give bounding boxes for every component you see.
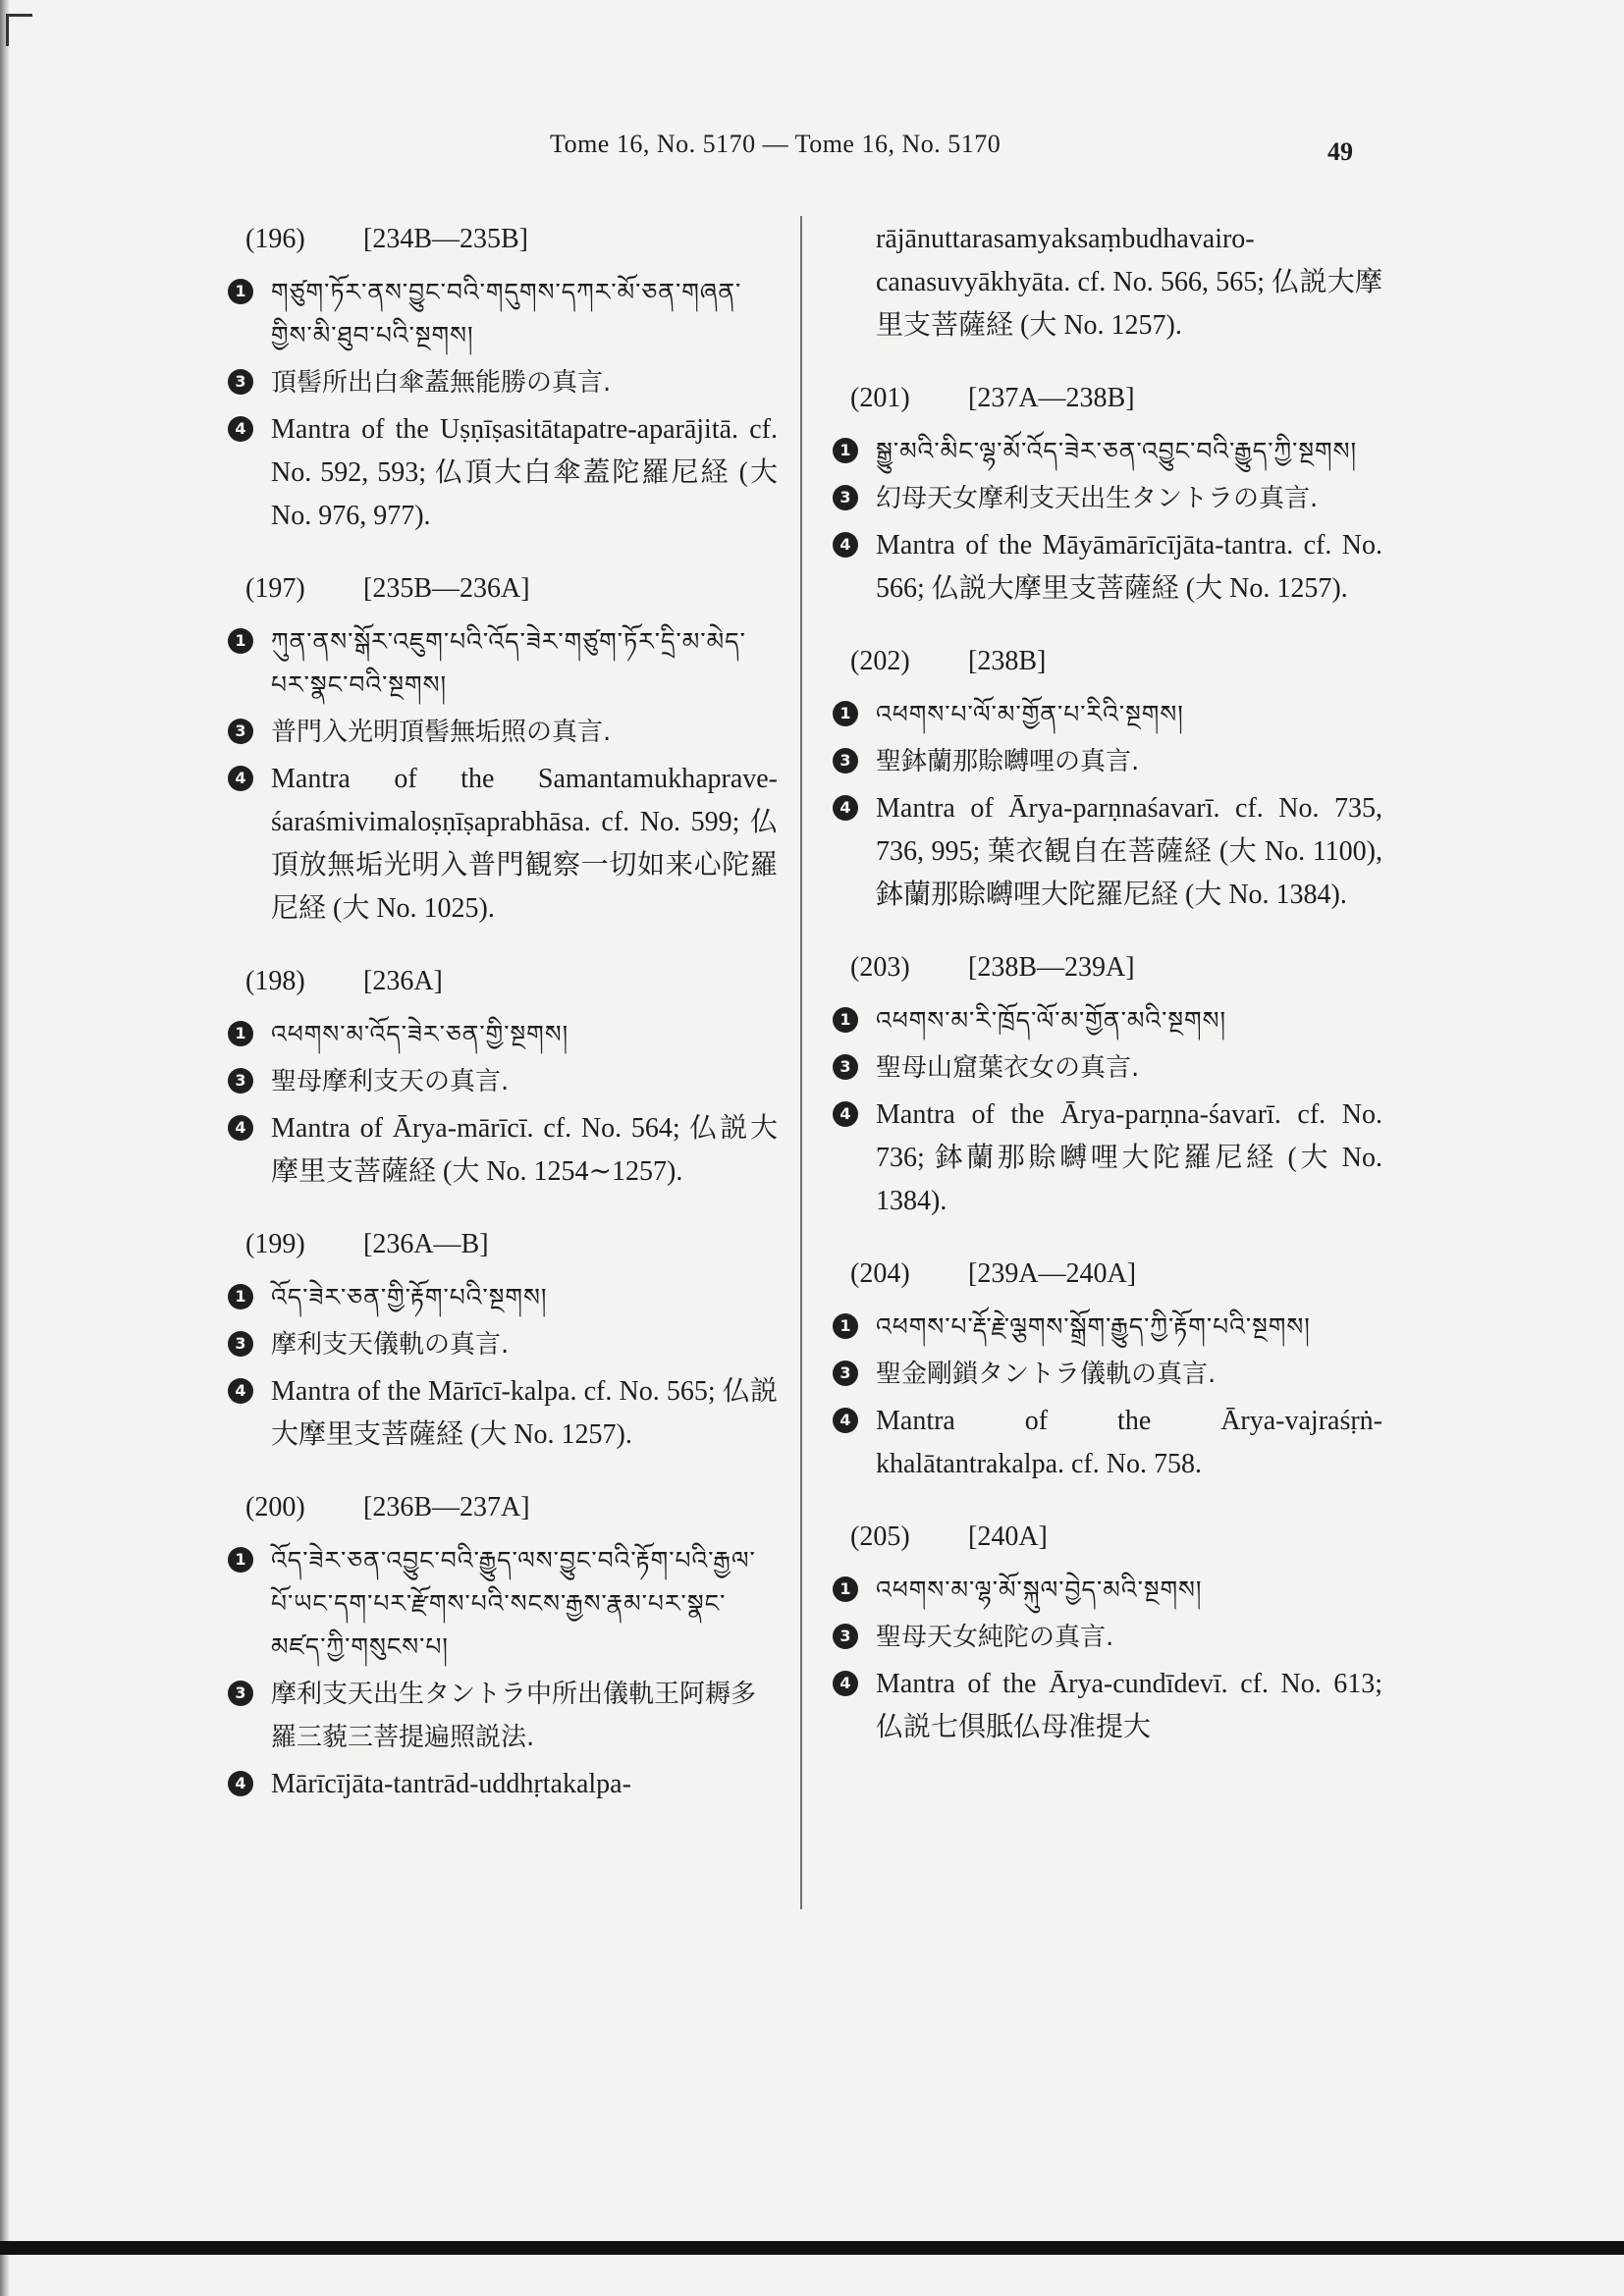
entry-number: (199) (245, 1229, 305, 1259)
tibetan-title: འཕགས་མ་འོད་ཟེར་ཅན་གྱི་སྔགས། (271, 1020, 569, 1048)
entry-heading (245, 218, 778, 261)
english-title: Mantra of the Māyāmārīcījāta-tantra. cf. No. 566; 仏説大摩里支菩薩経 (大 No. 1257). (876, 530, 1382, 604)
entry-heading (245, 1223, 778, 1266)
entry-ref: [234B—235B] (363, 224, 528, 254)
entry-196 (228, 218, 778, 538)
tibetan-marker: 1 (228, 279, 253, 304)
entry-203 (833, 946, 1382, 1223)
tibetan-title: འཕགས་པ་རྡོ་རྗེ་ལྕགས་སྒྲོག་རྒྱུད་ཀྱི་རྟོག་པའི་སྔགས། (876, 1312, 1311, 1341)
japanese-title: 聖金剛鎖タントラ儀軌の真言. (876, 1360, 1217, 1389)
left-column (228, 218, 778, 1836)
japanese-title: 摩利支天儀軌の真言. (271, 1330, 510, 1360)
page-number: 49 (1327, 137, 1353, 166)
entry-number: (202) (850, 646, 910, 676)
entry-heading (850, 377, 1382, 420)
entry-heading (850, 946, 1382, 989)
tibetan-marker: 1 (228, 1021, 253, 1046)
entry-number: (205) (850, 1522, 910, 1552)
japanese-title: 普門入光明頂髻無垢照の真言. (271, 718, 612, 747)
tibetan-marker: 1 (833, 1576, 858, 1602)
tibetan-marker: 1 (833, 438, 858, 463)
tibetan-marker: 1 (228, 1547, 253, 1573)
tibetan-title: གཙུག་ཏོར་ནས་བྱུང་བའི་གདུགས་དཀར་མོ་ཅན་གཞན་གྱིས་མི་ཐུབ་པའི་སྔགས། (271, 278, 742, 349)
japanese-marker: 3 (228, 1068, 253, 1094)
tibetan-marker: 1 (228, 1284, 253, 1309)
tibetan-title: སྒྱུ་མའི་མིང་ལྷ་མོ་འོད་ཟེར་ཅན་འབྱུང་བའི་རྒྱུད་ཀྱི་སྔགས། (876, 437, 1358, 465)
entry-heading (245, 1486, 778, 1529)
english-title: Mantra of the Ārya-vajraśṛṅ-khalātantrakalpa. cf. No. 758. (876, 1406, 1382, 1479)
entry-number: (197) (245, 573, 305, 604)
english-marker: 4 (833, 795, 858, 821)
entry-ref: [238B] (968, 646, 1047, 676)
tibetan-title: འོད་ཟེར་ཅན་འབྱུང་བའི་རྒྱུད་ལས་བྱུང་བའི་རྟོག་པའི་རྒྱལ་པོ་ཡང་དག་པར་རྫོགས་པའི་སངས་རྒྱས་རྣམ་པར་སྣང་མཛད་ཀྱི་གསུངས་པ། (271, 1546, 756, 1661)
english-marker: 4 (833, 1101, 858, 1127)
japanese-title: 摩利支天出生タントラ中所出儀軌王阿耨多羅三藐三菩提遍照説法. (271, 1680, 757, 1752)
entry-ref: [238B—239A] (968, 952, 1135, 983)
japanese-title: 聖鉢蘭那賒嚩哩の真言. (876, 747, 1140, 776)
entry-ref: [236A] (363, 966, 443, 996)
entry-ref: [240A] (968, 1522, 1048, 1552)
entry-202 (833, 640, 1382, 917)
entry-number: (200) (245, 1492, 305, 1522)
entry-205 (833, 1516, 1382, 1749)
english-title: Mārīcījāta-tantrād-uddhṛtakalpa- (271, 1769, 631, 1799)
english-marker: 4 (228, 766, 253, 791)
english-marker: 4 (228, 1378, 253, 1404)
tibetan-marker: 1 (833, 1313, 858, 1339)
english-title: Mantra of Ārya-parṇnaśavarī. cf. No. 735, 736, 995; 葉衣観自在菩薩経 (大 No. 1100), 鉢蘭那賒嚩哩大陀羅尼経 (大 No. 1384). (876, 793, 1382, 910)
entry-200-continuation: rājānuttarasamyaksaṃbudhavairo-canasuvyākhyāta. cf. No. 566, 565; 仏説大摩里支菩薩経 (大 No. 1257). (876, 224, 1382, 341)
japanese-marker: 3 (228, 1681, 253, 1706)
entry-number: (204) (850, 1258, 910, 1289)
entry-ref: [237A—238B] (968, 383, 1135, 413)
english-title: Mantra of Ārya-mārīcī. cf. No. 564; 仏説大摩里支菩薩経 (大 No. 1254∼1257). (271, 1113, 778, 1187)
tibetan-title: འོད་ཟེར་ཅན་གྱི་རྟོག་པའི་སྔགས། (271, 1283, 548, 1311)
english-title: Mantra of the Samantamukhapraveśaraśmivimaloṣṇīṣaprabhāsa. cf. No. 599; 仏頂放無垢光明入普門観察一切如来心陀羅尼経 (大 No. 1025). (271, 764, 778, 924)
tibetan-title: འཕགས་པ་ལོ་མ་གྱོན་པ་རིའི་སྔགས། (876, 700, 1184, 728)
english-title: Mantra of the Uṣṇīṣasitātapatre-aparājitā. cf. No. 592, 593; 仏頂大白傘蓋陀羅尼経 (大 No. 976, 977). (271, 414, 778, 531)
entry-number: (201) (850, 383, 910, 413)
english-marker: 4 (228, 1771, 253, 1796)
right-column (833, 218, 1382, 1779)
japanese-marker: 3 (833, 748, 858, 774)
english-title: Mantra of the Ārya-cundīdevī. cf. No. 613; 仏説七倶胝仏母准提大 (876, 1669, 1382, 1742)
tibetan-marker: 1 (833, 1007, 858, 1033)
entry-heading (850, 1253, 1382, 1296)
japanese-marker: 3 (228, 369, 253, 395)
english-marker: 4 (833, 532, 858, 558)
tibetan-marker: 1 (228, 628, 253, 654)
entry-ref: [236B—237A] (363, 1492, 530, 1522)
japanese-title: 幻母天女摩利支天出生タントラの真言. (876, 484, 1319, 513)
japanese-marker: 3 (228, 1331, 253, 1357)
japanese-title: 聖母摩利支天の真言. (271, 1067, 510, 1096)
entry-ref: [235B—236A] (363, 573, 530, 604)
english-marker: 4 (228, 416, 253, 442)
japanese-title: 聖母天女純陀の真言. (876, 1623, 1114, 1652)
tibetan-title: འཕགས་མ་རི་ཁྲོད་ལོ་མ་གྱོན་མའི་སྔགས། (876, 1006, 1227, 1035)
english-marker: 4 (833, 1671, 858, 1696)
japanese-marker: 3 (833, 1361, 858, 1386)
entry-ref: [236A—B] (363, 1229, 489, 1259)
japanese-marker: 3 (228, 719, 253, 744)
entry-heading (245, 567, 778, 611)
english-title: Mantra of the Ārya-parṇna-śavarī. cf. No. 736; 鉢蘭那賒嚩哩大陀羅尼経 (大 No. 1384). (876, 1099, 1382, 1216)
running-head: Tome 16, No. 5170 — Tome 16, No. 5170 (550, 130, 1001, 158)
entry-heading (850, 640, 1382, 683)
scan-bottom-edge (0, 2241, 1624, 2255)
entry-197 (228, 567, 778, 931)
entry-heading (850, 1516, 1382, 1559)
english-marker: 4 (833, 1408, 858, 1433)
japanese-title: 聖母山窟葉衣女の真言. (876, 1053, 1140, 1083)
entry-number: (196) (245, 224, 305, 254)
entry-201 (833, 377, 1382, 611)
entry-number: (203) (850, 952, 910, 983)
tibetan-marker: 1 (833, 701, 858, 726)
entry-200 (228, 1486, 778, 1806)
entry-198 (228, 960, 778, 1194)
scan-left-edge (0, 0, 10, 2296)
scan-corner-mark (6, 14, 32, 46)
japanese-marker: 3 (833, 1054, 858, 1080)
japanese-title: 頂髻所出白傘蓋無能勝の真言. (271, 368, 612, 398)
entry-number: (198) (245, 966, 305, 996)
japanese-marker: 3 (833, 485, 858, 510)
entry-199 (228, 1223, 778, 1457)
column-divider (800, 216, 802, 1909)
entry-heading (245, 960, 778, 1003)
english-title: Mantra of the Mārīcī-kalpa. cf. No. 565; 仏説大摩里支菩薩経 (大 No. 1257). (271, 1376, 778, 1450)
japanese-marker: 3 (833, 1624, 858, 1649)
tibetan-title: འཕགས་མ་ལྷ་མོ་སྐུལ་བྱེད་མའི་སྔགས། (876, 1575, 1203, 1604)
english-marker: 4 (228, 1115, 253, 1141)
tibetan-title: ཀུན་ནས་སྒོར་འཇུག་པའི་འོད་ཟེར་གཙུག་ཏོར་དྲི་མ་མེད་པར་སྣང་བའི་སྔགས། (271, 627, 746, 699)
entry-ref: [239A—240A] (968, 1258, 1137, 1289)
entry-204 (833, 1253, 1382, 1486)
